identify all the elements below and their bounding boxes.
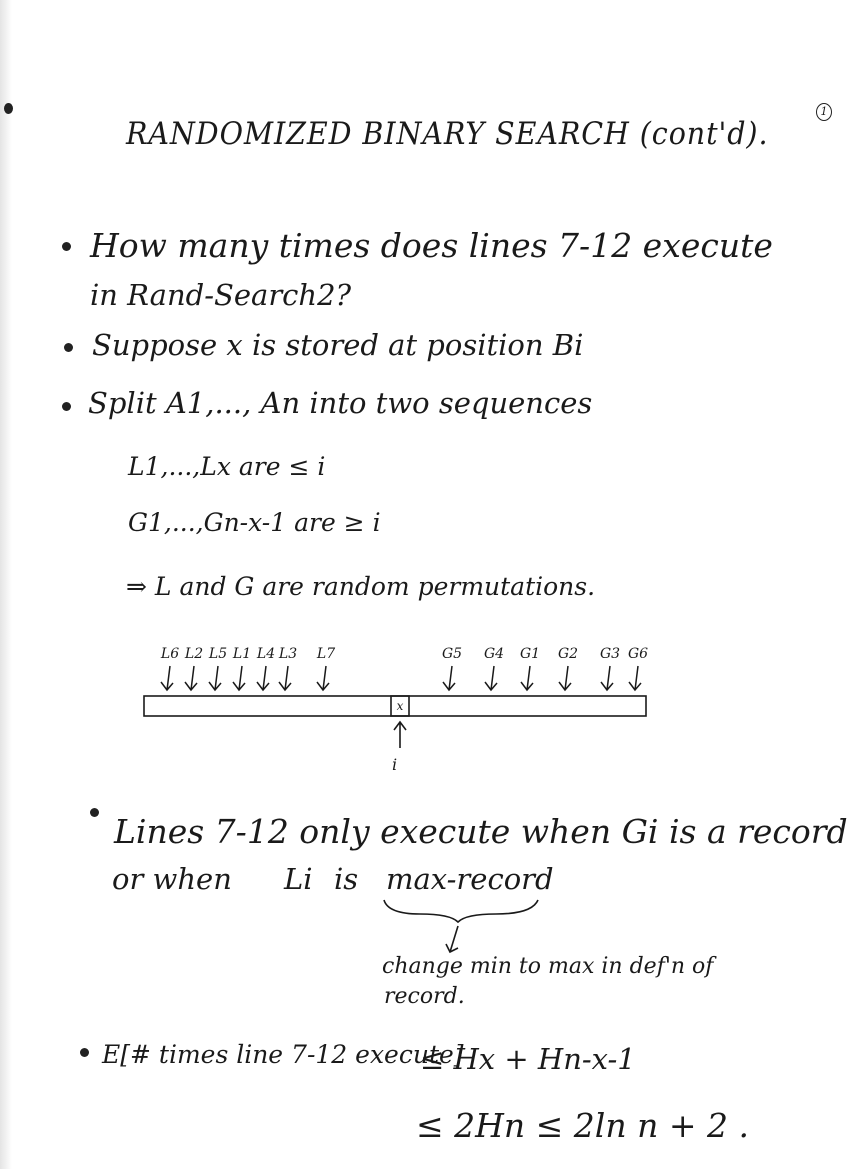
lines-note-line-1: Lines 7-12 only execute when Gi is a record <box>114 812 848 851</box>
pointer-label: i <box>392 755 398 774</box>
bullet-marker <box>90 808 99 817</box>
l-element-label: L6 <box>160 646 180 662</box>
annotation-line-1: change min to max in def'n of <box>382 954 714 979</box>
underbrace-icon <box>384 900 538 922</box>
g-sequence-line: G1,...,Gn-x-1 are ≥ i <box>128 508 381 537</box>
underbrace-arrow <box>380 894 550 960</box>
down-arrow-icon <box>446 926 458 952</box>
down-arrow-icon <box>233 666 245 690</box>
bullet-marker <box>64 343 73 352</box>
down-arrow-icon <box>443 666 455 690</box>
l-element-label: L4 <box>256 646 276 662</box>
bullet-marker <box>80 1048 89 1057</box>
bullet-2-line-1: Suppose x is stored at position Bi <box>92 328 584 362</box>
page-title: RANDOMIZED BINARY SEARCH (cont'd). <box>126 116 769 152</box>
expectation-lhs: E[# times line 7-12 execute] <box>102 1040 464 1069</box>
down-arrow-icon <box>161 666 173 690</box>
g-element-label: G4 <box>483 646 505 662</box>
l-element-label: L1 <box>232 646 252 662</box>
center-cell-label: x <box>396 699 404 713</box>
pointer-arrow-icon <box>394 722 406 748</box>
g-element-label: G2 <box>557 646 579 662</box>
l-element-label: L3 <box>278 646 298 662</box>
bullet-1-line-1: How many times does lines 7-12 execute <box>90 226 773 265</box>
array-bar <box>144 696 646 716</box>
l-element-label: L5 <box>208 646 228 662</box>
annotation-line-2: record. <box>384 984 465 1009</box>
down-arrow-icon <box>257 666 269 690</box>
down-arrow-icon <box>629 666 641 690</box>
lines-note-var: Li <box>284 862 313 896</box>
expectation-bound: ≤ 2Hn ≤ 2ln n + 2 . <box>416 1106 749 1145</box>
down-arrow-icon <box>521 666 533 690</box>
down-arrow-icon <box>485 666 497 690</box>
g-element-label: G1 <box>519 646 541 662</box>
down-arrow-icon <box>317 666 329 690</box>
position-diagram <box>130 636 690 776</box>
down-arrow-icon <box>185 666 197 690</box>
lines-note-is: is <box>334 862 359 896</box>
down-arrow-icon <box>601 666 613 690</box>
bullet-1-line-2: in Rand-Search2? <box>90 278 352 312</box>
g-element-label: G3 <box>599 646 621 662</box>
page-number: 1 <box>816 103 832 121</box>
l-element-label: L7 <box>316 646 336 662</box>
punch-hole-dot <box>4 103 13 114</box>
g-element-label: G6 <box>627 646 649 662</box>
bullet-marker <box>62 402 71 411</box>
l-element-label: L2 <box>184 646 204 662</box>
expectation-rhs: ≤ Hx + Hn-x-1 <box>420 1042 636 1076</box>
implication-line: ⇒ L and G are random permutations. <box>126 572 596 601</box>
bullet-3-line-1: Split A1,..., An into two sequences <box>88 386 593 420</box>
scan-edge-shadow <box>0 0 12 1169</box>
l-sequence-line: L1,...,Lx are ≤ i <box>128 452 326 481</box>
max-record-term: max-record <box>386 862 554 896</box>
bullet-marker <box>62 242 71 251</box>
g-element-label: G5 <box>441 646 463 662</box>
down-arrow-icon <box>209 666 221 690</box>
down-arrow-icon <box>559 666 571 690</box>
lines-note-prefix: or when <box>112 862 232 896</box>
down-arrow-icon <box>279 666 291 690</box>
